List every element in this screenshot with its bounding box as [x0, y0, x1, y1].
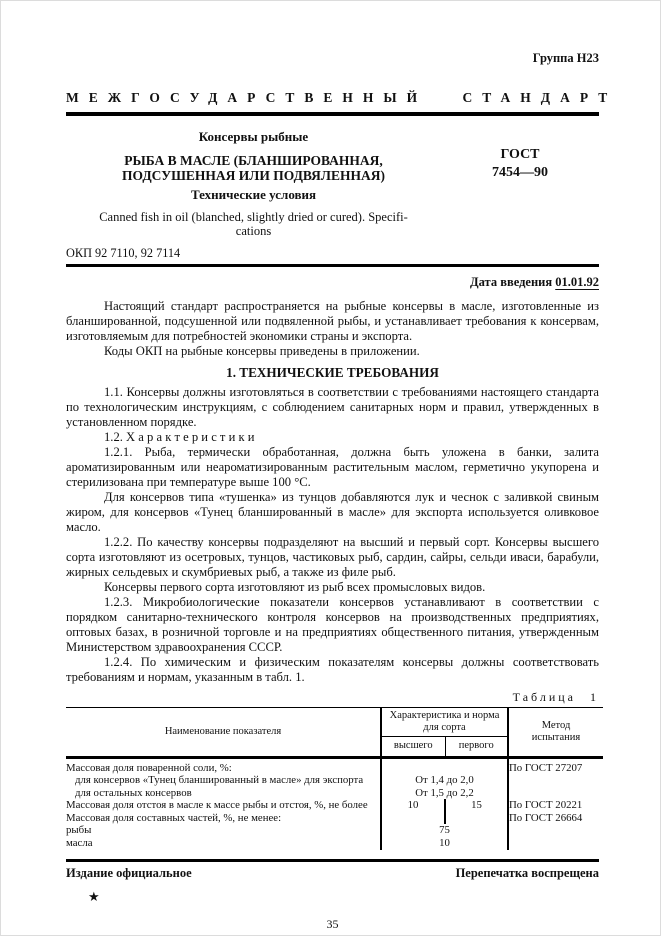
row-value-highest: 10 — [381, 799, 445, 812]
paragraph-1-2-characteristics: 1.2. Х а р а к т е р и с т и к и — [104, 429, 255, 444]
paragraph-first-sort: Консервы первого сорта изготовляют из рыб всех промысловых видов. — [104, 579, 486, 594]
date-value: 01.01.92 — [555, 274, 599, 289]
table-row — [66, 824, 603, 837]
english-title-line2: cations — [235, 223, 272, 238]
table-row — [66, 812, 603, 825]
introduction-date — [66, 274, 599, 290]
table-row — [66, 837, 603, 850]
product-category: Консервы рыбные — [198, 128, 309, 144]
row-method — [508, 837, 603, 850]
row-value — [381, 757, 508, 774]
table-caption: Таблица 1 — [512, 689, 599, 704]
document-body — [66, 299, 599, 685]
mid-divider — [66, 264, 599, 267]
spec-table — [66, 707, 603, 850]
okp-codes: ОКП 92 7110, 92 7114 — [66, 245, 181, 260]
column-header-highest-grade: высшего — [381, 736, 445, 757]
row-value-highest — [381, 812, 445, 825]
document-title-line2: ПОДСУШЕННАЯ ИЛИ ПОДВЯЛЕННАЯ) — [122, 167, 385, 183]
spec-table-header — [66, 707, 603, 757]
table-row — [66, 799, 603, 812]
title-block — [66, 116, 599, 238]
english-title — [66, 210, 441, 238]
row-method: По ГОСТ 20221 — [509, 799, 583, 812]
row-value: 75 — [381, 824, 508, 837]
reprint-prohibited-label: Перепечатка воспрещена — [455, 865, 599, 880]
document-title-line1: РЫБА В МАСЛЕ (БЛАНШИРОВАННАЯ, — [124, 152, 383, 168]
paragraph-scope: Настоящий стандарт распространяется на рыбные консервы в масле, изготовленные из бланшированной, подсушенной или подвяленной рыбы, и устанавливает требования к консервам, изготовляемым для потребностей экономики страны и экспорта. — [66, 298, 599, 343]
row-name: Массовая доля отстоя в масле к массе рыбы и отстоя, %, не более — [66, 799, 368, 812]
group-label: Группа Н23 — [532, 51, 599, 65]
english-title-line1: Canned fish in oil (blanched, slightly dried or cured). Specifi- — [99, 209, 408, 224]
title-left-column — [66, 116, 441, 238]
row-method — [508, 824, 603, 837]
row-name: Массовая доля поваренной соли, %: — [66, 761, 232, 774]
table-row — [66, 757, 603, 774]
page-number: 35 — [326, 916, 339, 931]
row-method — [508, 787, 603, 800]
row-name: масла — [66, 837, 93, 850]
column-header-group: Характеристика и норма для сорта — [381, 707, 508, 736]
row-method: По ГОСТ 26664 — [509, 811, 583, 824]
row-name: Массовая доля составных частей, %, не менее: — [66, 811, 282, 824]
paragraph-1-2-1: 1.2.1. Рыба, термически обработанная, должна быть уложена в банки, залита ароматизированным или неароматизированным растительным маслом, герметично укупорена и стерилизована при температуре выше 100 °С. — [66, 444, 599, 489]
gost-designation — [441, 146, 599, 238]
star-icon: ★ — [88, 888, 100, 904]
footer-divider — [66, 859, 599, 862]
paragraph-1-2-4: 1.2.4. По химическим и физическим показателям консервы должны соответствовать требованиям и нормам, указанным в табл. 1. — [66, 654, 599, 684]
row-method: По ГОСТ 27207 — [509, 761, 583, 774]
column-header-name: Наименование показателя — [164, 725, 282, 737]
row-name: рыбы — [66, 824, 92, 837]
standard-type-title: МЕЖГОСУДАРСТВЕННЫЙ СТАНДАРТ — [66, 90, 618, 105]
document-title — [66, 153, 441, 183]
document-subtitle: Технические условия — [190, 186, 317, 202]
official-edition-label: Издание официальное — [66, 865, 192, 880]
paragraph-1-1: 1.1. Консервы должны изготовляться в соответствии с требованиями настоящего стандарта по технологическим инструкциям, с соблюдением санитарных норм и правил, утвержденных в установленном порядке. — [66, 384, 599, 429]
column-header-first-grade: первого — [445, 736, 508, 757]
gost-number: 7454—90 — [492, 164, 548, 180]
paragraph-okp-codes: Коды ОКП на рыбные консервы приведены в приложении. — [104, 343, 420, 358]
gost-label: ГОСТ — [500, 146, 540, 162]
paragraph-1-2-3: 1.2.3. Микробиологические показатели консервов устанавливают в соответствии с порядком санитарно-технического контроля консервов на производственных предприятиях, оптовых базах, в розничной торговле и на предприятиях общественного питания, утвержденным Министерством здравоохранения СССР. — [66, 594, 599, 654]
row-name: для консервов «Тунец бланшированный в масле» для экспорта — [75, 774, 364, 787]
row-value: От 1,4 до 2,0 — [381, 774, 508, 787]
date-label: Дата введения — [470, 274, 553, 289]
row-value-first: 15 — [445, 799, 508, 812]
row-value: 10 — [381, 837, 508, 850]
row-value-first — [445, 812, 508, 825]
section-heading-technical-requirements: 1. ТЕХНИЧЕСКИЕ ТРЕБОВАНИЯ — [226, 364, 439, 380]
row-value: От 1,5 до 2,2 — [381, 787, 508, 800]
column-header-method: Метод испытания — [531, 719, 581, 743]
table-row — [66, 787, 603, 800]
footer — [66, 866, 599, 881]
row-name: для остальных консервов — [75, 786, 192, 799]
paragraph-1-2-2: 1.2.2. По качеству консервы подразделяют на высший и первый сорт. Консервы высшего сорта изготовляют из осетровых, тунцов, частиковых рыб, сардин, сайры, сельди иваси, барабули, жирных сельдевых и скумбриевых рыб, а также из филе рыб. — [66, 534, 599, 579]
row-method — [508, 774, 603, 787]
paragraph-tushenka: Для консервов типа «тушенка» из тунцов добавляются лук и чеснок с заливкой свиным жиром, для консервов «Тунец бланшированный в масле» для экспорта используется оливковое масло. — [66, 489, 599, 534]
table-row — [66, 774, 603, 787]
